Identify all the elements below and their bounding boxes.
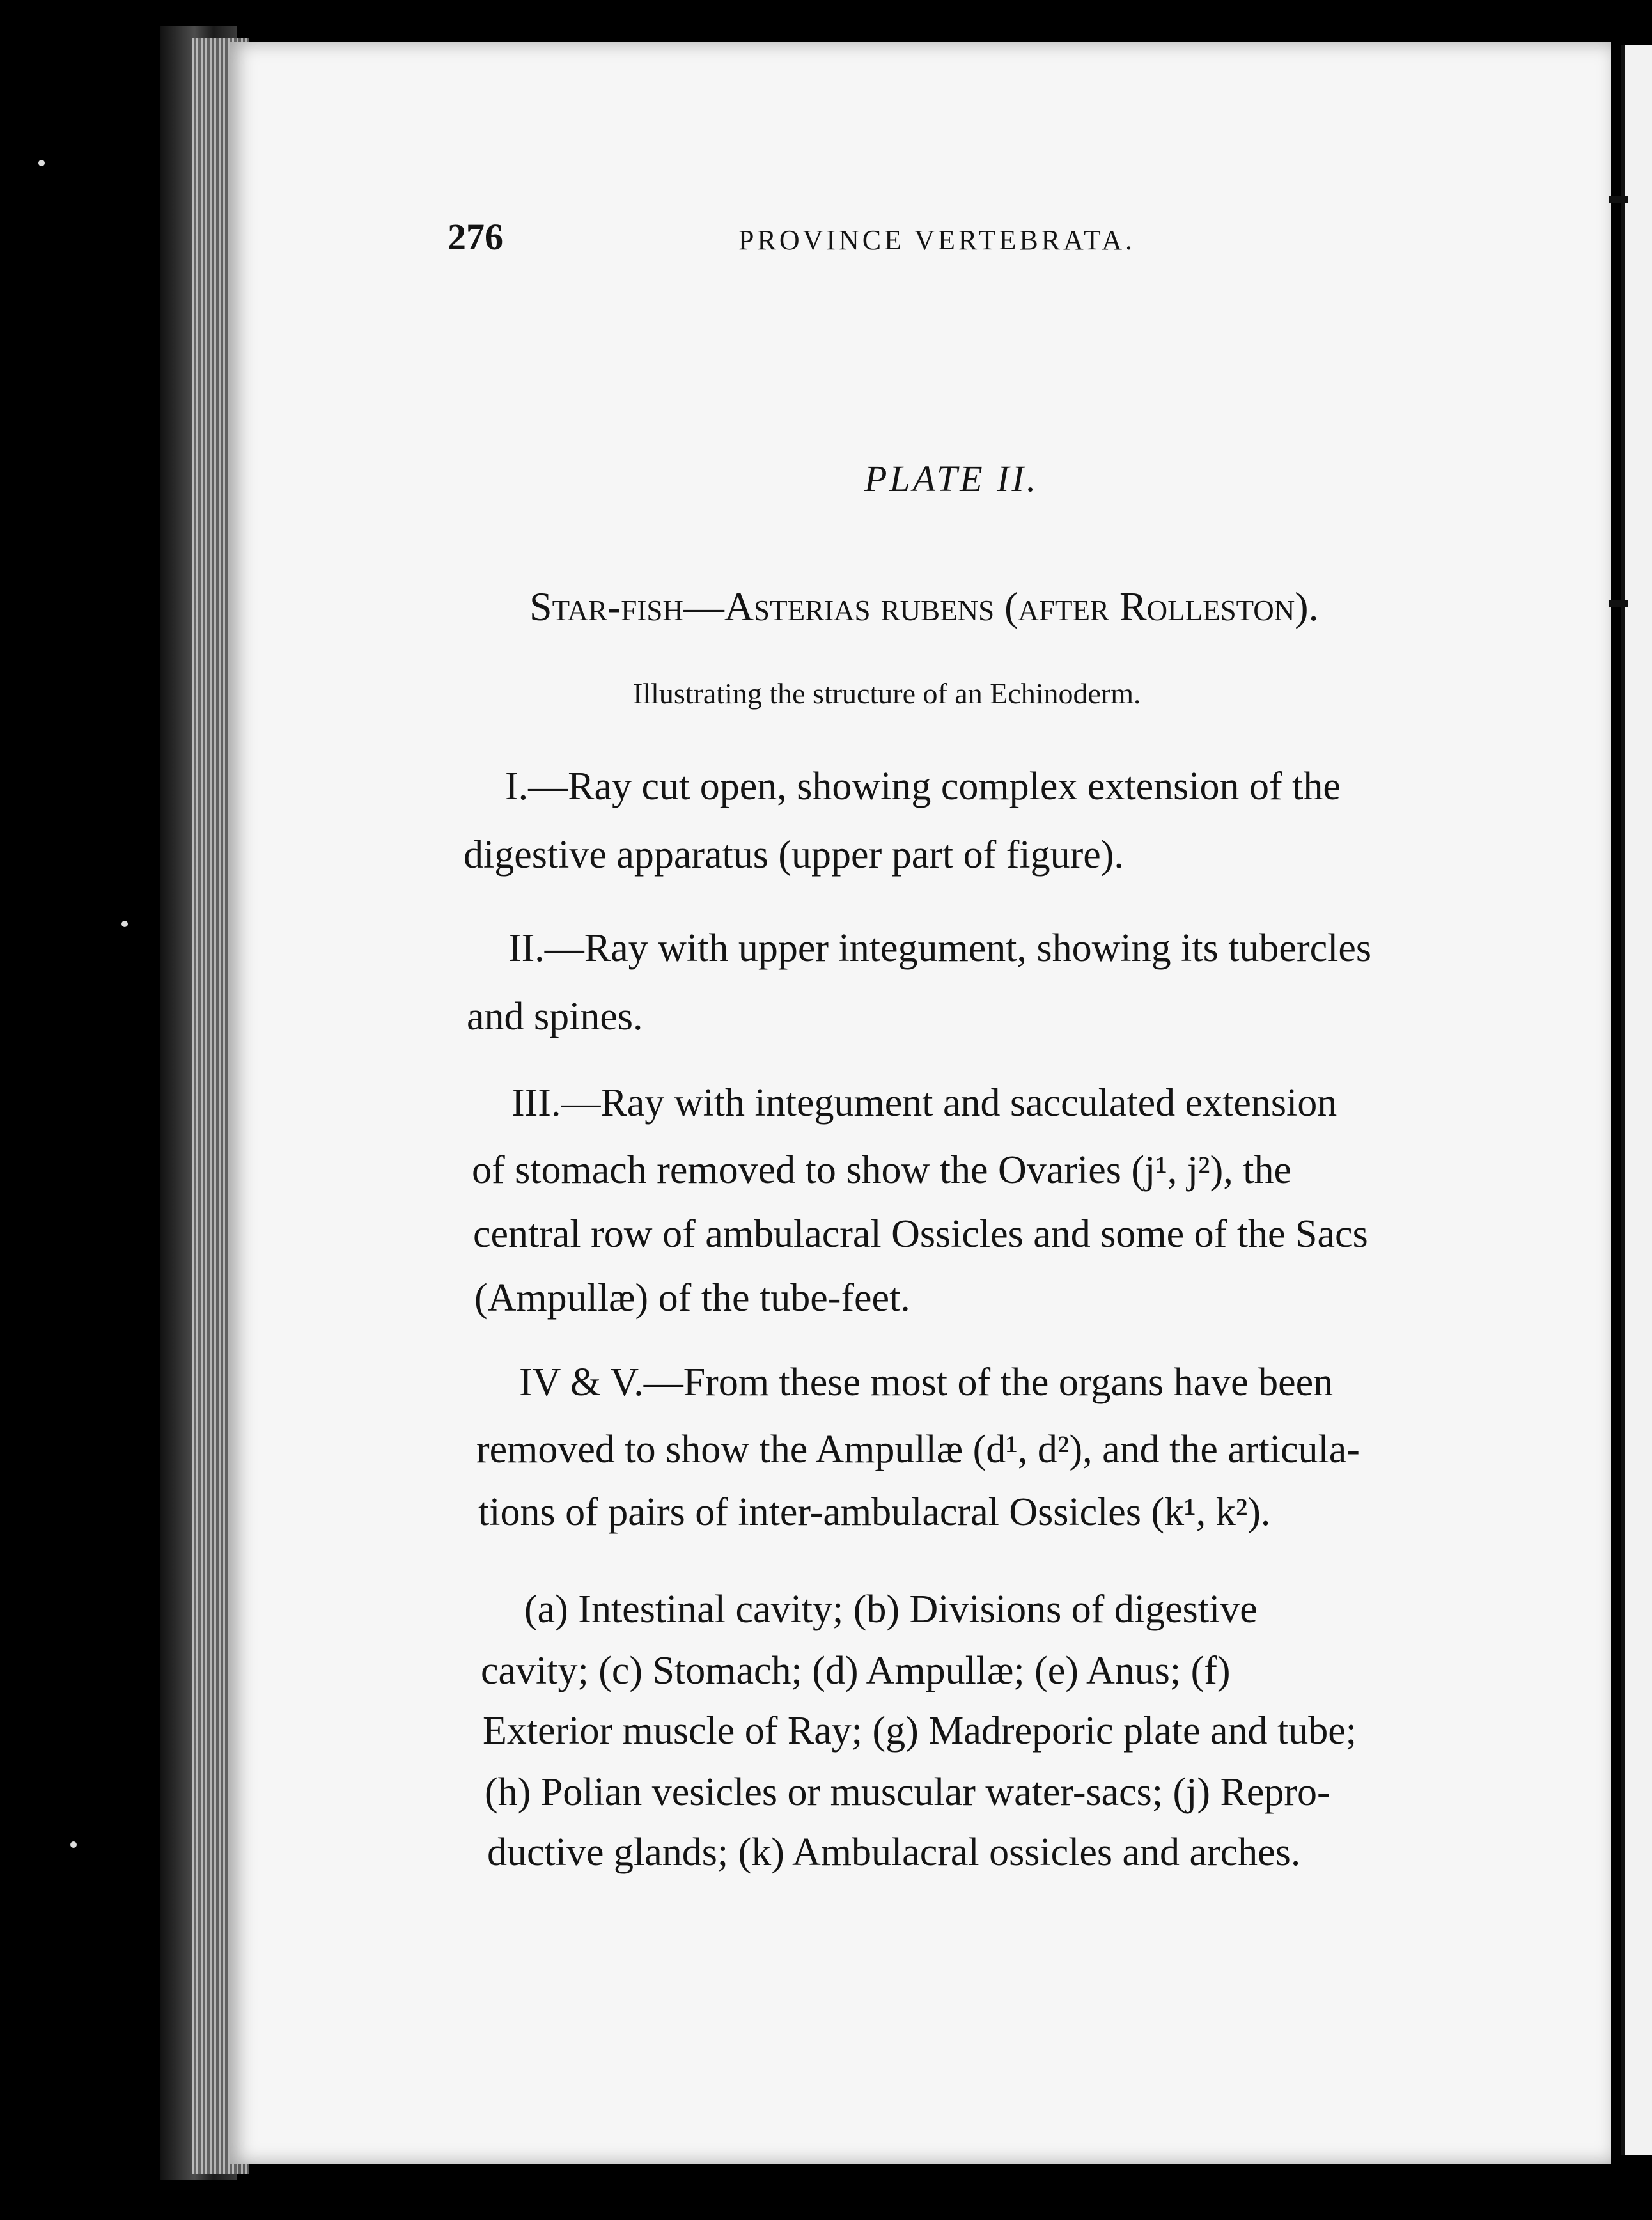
text-line: of stomach removed to show the Ovaries (j¹, j²), the [472, 1148, 1292, 1192]
text-line: digestive apparatus (upper part of figure). [464, 833, 1124, 877]
scan-speck [70, 1841, 77, 1848]
text-line: cavity; (c) Stomach; (d) Ampullæ; (e) Anus; (f) [481, 1649, 1231, 1692]
text-line: I.—Ray cut open, showing complex extension of the [505, 765, 1341, 808]
text-line: central row of ambulacral Ossicles and some of the Sacs [473, 1212, 1368, 1256]
edge-mark [1609, 196, 1628, 203]
text-line: (Ampullæ) of the tube-feet. [474, 1276, 910, 1320]
plate-title: PLATE II. [864, 458, 1039, 499]
text-line: IV & V.—From these most of the organs have been [519, 1361, 1334, 1404]
text-line: (h) Polian vesicles or muscular water-sacs; (j) Repro- [485, 1771, 1330, 1814]
plate-subtitle: Illustrating the structure of an Echinoderm. [633, 677, 1141, 710]
text-line: (a) Intestinal cavity; (b) Divisions of digestive [524, 1588, 1258, 1631]
facing-page-edge [1621, 45, 1652, 2155]
text-line: removed to show the Ampullæ (d¹, d²), and the articula- [476, 1428, 1360, 1471]
scan-speck [121, 921, 128, 927]
plate-heading: Star-fish—Asterias rubens (after Rolleston). [529, 584, 1319, 629]
scan-speck [38, 160, 45, 166]
text-line: and spines. [467, 995, 643, 1038]
text-line: Exterior muscle of Ray; (g) Madreporic plate and tube; [483, 1709, 1357, 1753]
text-line: II.—Ray with upper integument, showing its tubercles [508, 926, 1371, 970]
running-head: PROVINCE VERTEBRATA. [738, 224, 1136, 256]
text-line: tions of pairs of inter-ambulacral Ossicles (k¹, k²). [478, 1490, 1271, 1534]
edge-mark [1609, 600, 1628, 607]
text-line: III.—Ray with integument and sacculated extension [511, 1081, 1337, 1125]
text-line: ductive glands; (k) Ambulacral ossicles and arches. [487, 1831, 1301, 1874]
page-number: 276 [448, 216, 503, 258]
